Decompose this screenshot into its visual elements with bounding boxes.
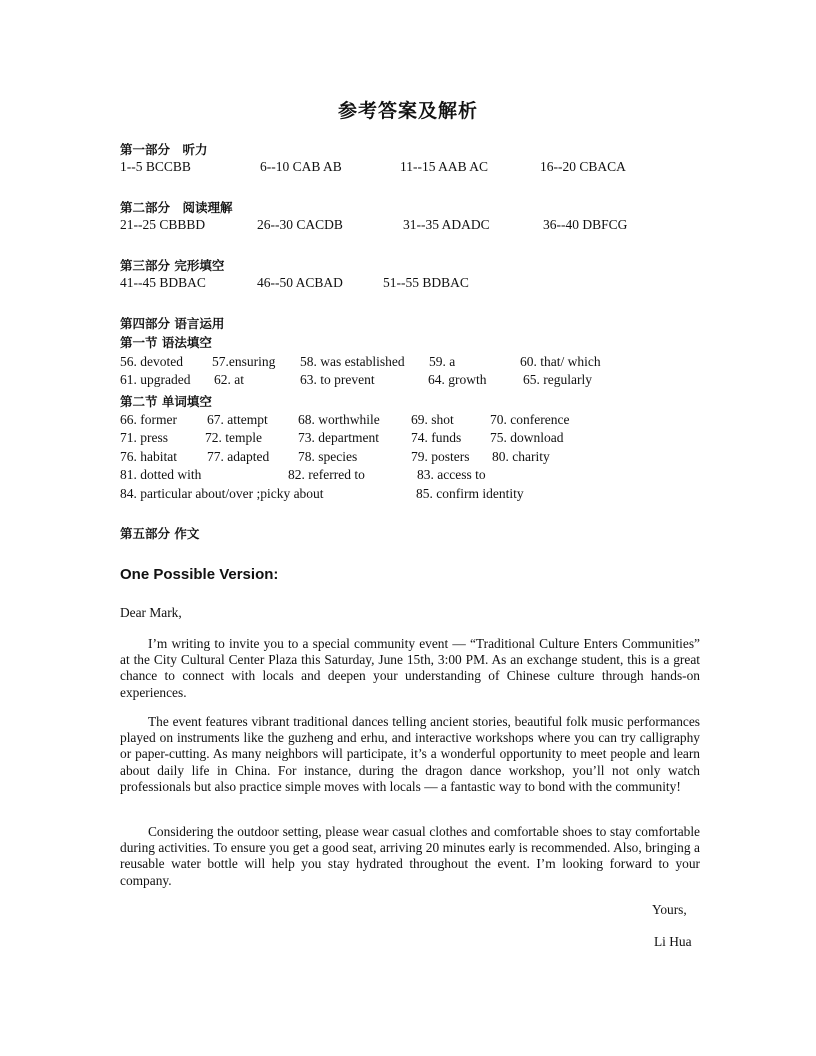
answer-item: 69. shot [411, 412, 454, 427]
answer-item: 73. department [298, 430, 379, 445]
answer-item: 64. growth [428, 372, 487, 387]
answer-item: 76. habitat [120, 449, 177, 464]
section2-heading: 第二节 单词填空 [120, 394, 212, 409]
answer-item: 65. regularly [523, 372, 592, 387]
answer-group: 46--50 ACBAD [257, 275, 343, 290]
section1-heading: 第一节 语法填空 [120, 335, 212, 350]
answer-item: 74. funds [411, 430, 462, 445]
answer-item: 66. former [120, 412, 177, 427]
essay-heading: One Possible Version: [120, 566, 279, 583]
answer-item: 82. referred to [288, 467, 365, 482]
answer-group: 31--35 ADADC [403, 217, 490, 232]
answer-item: 81. dotted with [120, 467, 202, 482]
part4-heading: 第四部分 语言运用 [120, 316, 225, 331]
answer-item: 80. charity [492, 449, 550, 464]
answer-item: 63. to prevent [300, 372, 375, 387]
essay-closing: Yours, [652, 902, 687, 917]
answer-group: 1--5 BCCBB [120, 159, 191, 174]
answer-item: 83. access to [417, 467, 486, 482]
essay-greeting: Dear Mark, [120, 605, 182, 620]
answer-group: 16--20 CBACA [540, 159, 626, 174]
answer-group: 11--15 AAB AC [400, 159, 489, 174]
answer-item: 58. was established [300, 354, 405, 369]
part5-heading: 第五部分 作文 [120, 526, 200, 541]
answer-group: 36--40 DBFCG [543, 217, 628, 232]
answer-group: 26--30 CACDB [257, 217, 343, 232]
answer-item: 77. adapted [207, 449, 270, 464]
answer-item: 57.ensuring [212, 354, 276, 369]
part1-heading: 第一部分 听力 [120, 142, 208, 157]
essay-paragraph: The event features vibrant traditional dances telling ancient stories, beautiful folk music performances played on instruments like the guzheng and erhu, and interactive workshops where you can try calligraphy or paper-cutting. As many neighbors will participate, it’s a wonderful opportunity to meet people and learn about daily life in China. For instance, during the dragon dance workshop, you’ll not only watch professionals but also practice simple moves with locals — a fantastic way to bond with the community! [120, 714, 700, 794]
answer-item: 71. press [120, 430, 168, 445]
answer-item: 60. that/ which [520, 354, 601, 369]
answer-item: 78. species [298, 449, 358, 464]
answer-item: 84. particular about/over ;picky about [120, 486, 324, 501]
answer-item: 70. conference [490, 412, 570, 427]
answer-group: 51--55 BDBAC [383, 275, 469, 290]
part2-heading: 第二部分 阅读理解 [120, 200, 233, 215]
answer-item: 79. posters [411, 449, 470, 464]
answer-item: 61. upgraded [120, 372, 191, 387]
answer-group: 21--25 CBBBD [120, 217, 206, 232]
answer-item: 72. temple [205, 430, 262, 445]
essay-paragraph: Considering the outdoor setting, please wear casual clothes and comfortable shoes to stay comfortable during activities. To ensure you get a good seat, arriving 20 minutes early is recommended. Also, bringing a reusable water bottle will help you stay hydrated throughout the event. I’m looking forward to your company. [120, 824, 700, 888]
page-title: 参考答案及解析 [337, 100, 478, 122]
answer-item: 59. a [429, 354, 456, 369]
answer-item: 62. at [214, 372, 244, 387]
answer-item: 68. worthwhile [298, 412, 380, 427]
answer-group: 6--10 CAB AB [260, 159, 342, 174]
part3-heading: 第三部分 完形填空 [120, 258, 225, 273]
answer-group: 41--45 BDBAC [120, 275, 206, 290]
answer-item: 75. download [490, 430, 564, 445]
answer-item: 56. devoted [120, 354, 183, 369]
answer-item: 67. attempt [207, 412, 268, 427]
essay-paragraph: I’m writing to invite you to a special community event — “Traditional Culture Enters Communities” at the City Cultural Center Plaza this Saturday, June 15th, 3:00 PM. As an exchange student, this is a great chance to connect with locals and deepen your understanding of Chinese culture through hands-on experiences. [120, 636, 700, 700]
essay-signature: Li Hua [654, 934, 692, 949]
answer-item: 85. confirm identity [416, 486, 524, 501]
